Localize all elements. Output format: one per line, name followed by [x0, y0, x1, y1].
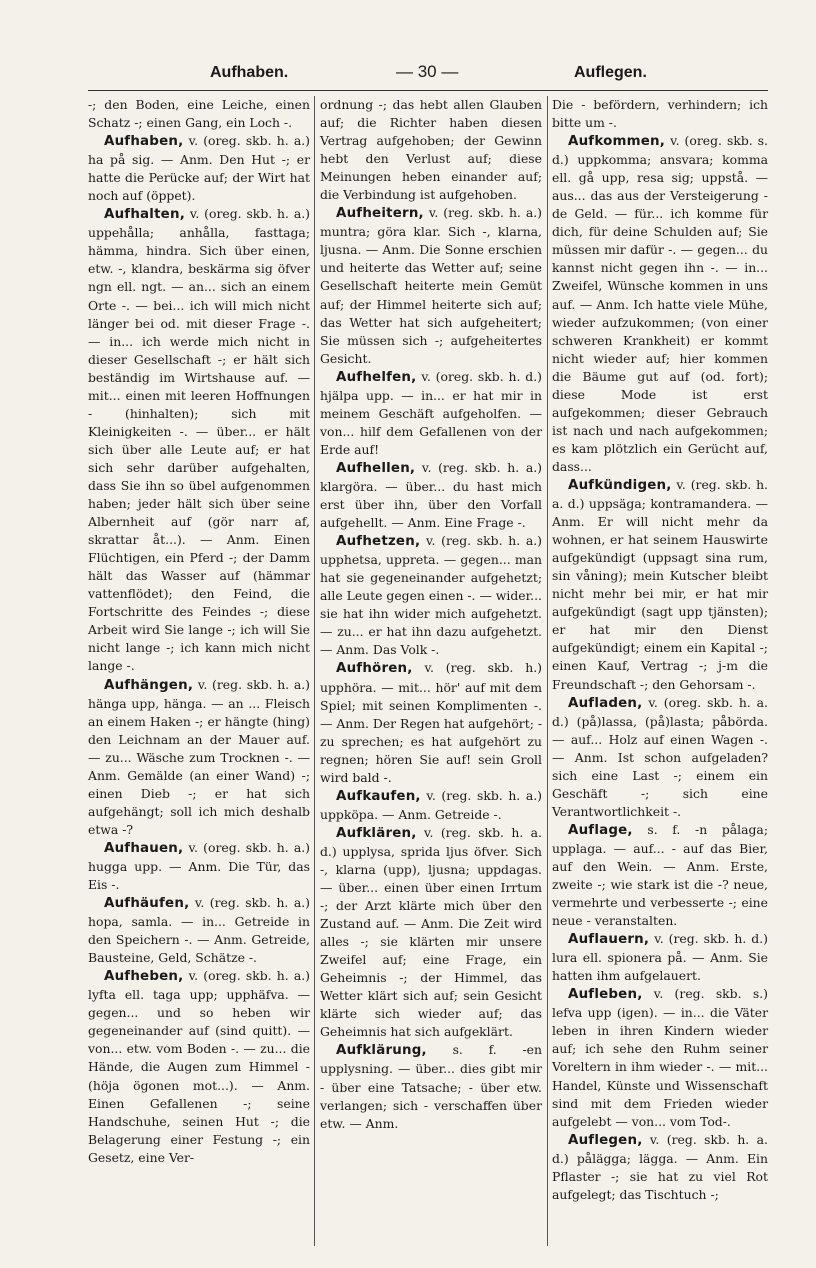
entry-headword: Auflegen, — [568, 1132, 643, 1148]
dictionary-entry — [88, 132, 310, 205]
dictionary-entry — [552, 930, 768, 985]
entry-text: v. (reg. skb. h. a.) upphetsa, uppreta. — gegen... man hat sie gegeneinander aufgehetzt; alle Leute gegen einen -. — wider... sie hat ihn wider mich aufgehetzt. — zu... er hat ihn dazu aufgehetzt. — Anm. Das Volk -. — [320, 533, 542, 658]
entry-text: s. f. -n pålaga; upplaga. — auf... - auf das Bier, auf den Wein. — Anm. Erste, zweite -; wie stark ist die -? neue, vermehrte und verbesserte -; eine neue - veranstalten. — [552, 821, 768, 929]
entry-text: v. (oreg. skb. h. d.) hjälpa upp. — in... er hat mir in meinem Geschäft aufgeholfen. — von... hilf dem Gefallenen von der Erde auf! — [320, 368, 542, 457]
entry-headword: Aufhängen, — [104, 677, 194, 693]
entry-text: v. (reg. skb. h. a. d.) pålägga; lägga. — Anm. Ein Pflaster -; sie hat zu viel Rot aufgelegt; das Tischtuch -; — [552, 1131, 768, 1202]
entry-headword: Aufhalten, — [104, 207, 185, 223]
entry-text: v. (oreg. skb. h. a.) uppehålla; anhålla, fasttaga; hämma, hindra. Sich über einen, etw. -, klandra, beskärma sig öfver ngn ell. ngt. — an... sich an einem Orte -. — bei... ich will mich nicht länger bei od. mit dieser Frage -. — in... ich werde mich nicht in dieser Gesellschaft -; er hält sich beständig im Wirtshause auf. — mit... einen mit leeren Hoffnungen - (hinhalten); sich mit Kleinigkeiten -. — über... er hält sich über alle Leute auf; er hat sich sehr darüber aufgehalten, dass Sie ihn so übel aufgenommen haben; jeder hält sich über seine Albernheit auf (gör narr af, skrattar åt...). — Anm. Einen Flüchtigen, ein Pferd -; der Damm hält das Wasser auf (hämmar vattenflödet); den Feind, die Fortschritte des Feindes -; diese Arbeit wird Sie lange -; ich will Sie nicht lange -; ich kann mich nicht lange -. — [88, 206, 310, 674]
entry-text: v. (reg. skb. h. a. d.) upplysa, sprida ljus öfver. Sich -, klarna (upp), ljusna; uppdagas. — über... einen über einen Irrtum -; der Arzt klärte mich über den Zustand auf. — Anm. Die Zeit wird alles -; sie klärten mir unsere Zweifel auf; eine Frage, ein Geheimnis -; der Himmel, das Wetter klärt sich auf; sein Gesicht klärte sich wieder auf; das Geheimnis hat sich aufgeklärt. — [320, 824, 542, 1040]
dictionary-entry — [552, 694, 768, 821]
dictionary-entry — [320, 532, 542, 659]
page-number: — 30 — — [396, 62, 459, 81]
entry-headword: Aufklärung, — [336, 1043, 427, 1059]
entry-text: v. (oreg. skb. h. a. d.) (på)lassa, (på)lasta; påbörda. — auf... Holz auf einen Wagen -. — Anm. Ist schon aufgeladen? sich eine Last -; einem ein Geschäft -; sich eine Verantwortlichkeit -. — [552, 694, 768, 819]
dictionary-entry — [552, 1131, 768, 1204]
entry-text: ordnung -; das hebt allen Glauben auf; die Richter haben diesen Vertrag aufgehoben; der Gewinn hebt den Verlust auf; diese Meinungen heben einander auf; die Verbindung ist aufgehoben. — [320, 97, 542, 203]
entry-text: v. (reg. skb. h. a.) klargöra. — über... du hast mich erst über ihn, über den Vorfall aufgehellt. — Anm. Eine Frage -. — [320, 459, 542, 531]
entry-continuation — [88, 96, 310, 132]
entry-headword: Aufhetzen, — [336, 534, 421, 550]
dictionary-entry — [552, 476, 768, 694]
entry-text: v. (reg. skb. s.) lefva upp (igen). — in... die Väter leben in ihren Kindern wieder auf; ich sehe den Ruhm seiner Voreltern in ihm wieder -. — mit... Handel, Künste und Wissenschaft sind mit dem Frieden wieder aufgelebt — von... vom Tod-. — [552, 986, 768, 1129]
entry-headword: Aufhelfen, — [336, 369, 417, 385]
entry-text: v. (reg. skb. h. a. d.) uppsäga; kontramandera. — Anm. Er will nicht mehr da wohnen, er hat seinem Hauswirte aufgekündigt (uppsagt sina rum, sin våning); mein Kutscher bleibt nicht mehr bei mir, er hat mir aufgekündigt (sagt upp tjänsten); er hat mir den Dienst aufgekündigt; einem ein Kapital -; einen Kauf, Vertrag -; j-m die Freundschaft -; den Gehorsam -. — [552, 476, 768, 692]
entry-headword: Aufhellen, — [336, 460, 416, 476]
dictionary-entry — [88, 894, 310, 967]
entry-continuation — [320, 96, 542, 204]
entry-text: v. (reg. skb. h.) upphöra. — mit... hör' auf mit dem Spiel; mit seinen Komplimenten -. — Anm. Der Regen hat aufgehört; - zu sprechen; es hat aufgehört zu regnen; hören Sie auf! sein Groll wird bald -. — [320, 660, 543, 785]
entry-text: Die - befördern, verhindern; ich bitte um -. — [552, 97, 768, 131]
entry-text: v. (reg. skb. h. a.) hänga upp, hänga. — an ... Fleisch an einem Haken -; er hängte (hing) den Leichnam an der Mauer auf. — zu... Wäsche zum Trocknen -. — Anm. Gemälde (an einer Wand) -; einen Dieb -; er hat sich aufgehängt; soll ich mich deshalb etwa -? — [88, 676, 310, 837]
dictionary-entry — [552, 985, 768, 1130]
entry-text: v. (reg. skb. h. a.) hopa, samla. — in... Getreide in den Speichern -. — Anm. Getreide, Bausteine, Geld, Schätze -. — [88, 895, 310, 966]
dictionary-entry — [88, 839, 310, 894]
entry-headword: Aufhäufen, — [104, 896, 190, 912]
dictionary-entry — [320, 659, 542, 786]
dictionary-entry — [320, 368, 542, 459]
dictionary-entry — [320, 459, 542, 532]
column-divider — [547, 96, 548, 1246]
entry-continuation — [552, 96, 768, 132]
dictionary-entry — [320, 204, 542, 367]
entry-headword: Aufkaufen, — [336, 788, 421, 804]
entry-text: v. (oreg. skb. h. a.) ha på sig. — Anm. Den Hut -; er hatte die Perücke auf; der Wirt hat noch auf (öppet). — [88, 133, 310, 204]
dictionary-entry — [552, 132, 768, 476]
entry-text: s. f. -en upplysning. — über... dies gibt mir - über eine Tatsache; - über etw. verlangen; sich - verschaffen über etw. — Anm. — [320, 1042, 542, 1131]
column-1 — [88, 96, 310, 1167]
dictionary-entry — [88, 967, 310, 1167]
entry-headword: Aufleben, — [568, 987, 643, 1003]
entry-headword: Aufheitern, — [336, 206, 424, 222]
entry-headword: Aufhaben, — [104, 134, 184, 150]
entry-headword: Aufklären, — [336, 825, 417, 841]
entry-headword: Auflauern, — [568, 932, 650, 948]
column-2 — [320, 96, 542, 1133]
column-3 — [552, 96, 768, 1204]
page-header — [200, 60, 670, 86]
column-divider — [314, 96, 315, 1246]
entry-text: v. (oreg. skb. h. a.) lyfta ell. taga upp; upphäfva. — gegen... und so heben wir gegeneinander auf (sind quitt). — von... etw. vom Boden -. — zu... die Hände, die Augen zum Himmel - (höja ögonen mot...). — Anm. Einen Gefallenen -; seine Handschuhe, seinen Hut -; die Belagerung einer Festung -; ein Gesetz, eine Ver- — [88, 968, 310, 1165]
entry-text: v. (reg. skb. h. d.) lura ell. spionera på. — Anm. Sie hatten ihm aufgelauert. — [552, 931, 768, 984]
dictionary-entry — [552, 821, 768, 930]
dictionary-entry — [320, 787, 542, 824]
dictionary-entry — [320, 1041, 542, 1132]
entry-text: v. (oreg. skb. s. d.) uppkomma; ansvara; komma ell. gå upp, resa sig; uppstå. — aus... das aus der Versteigerung -de Geld. — für... ich komme für dich, für deine Schulden auf; Sie müssen mir dafür -. — gegen... du kannst nicht gegen ihn -. — in... Zweifel, Wünsche kommen in uns auf. — Anm. Ich hatte viele Mühe, wieder aufzukommen; (von einer schweren Krankheit) er kommt nicht wieder auf; hier kommen die Bäume gut auf (od. fort); diese Mode ist erst aufgekommen; dieser Gebrauch ist nach und nach aufgekommen; es kam plötzlich ein Gerücht auf, dass... — [552, 133, 768, 474]
entry-headword: Aufhören, — [336, 661, 413, 677]
entry-headword: Aufkommen, — [568, 134, 666, 150]
entry-headword: Aufhauen, — [104, 840, 184, 856]
header-last-word: Auflegen. — [574, 64, 647, 81]
entry-text: v. (oreg. skb. h. a.) hugga upp. — Anm. Die Tür, das Eis -. — [88, 839, 310, 893]
header-first-word: Aufhaben. — [210, 64, 289, 81]
entry-headword: Aufladen, — [568, 695, 643, 711]
entry-text: v. (reg. skb. h. a.) muntra; göra klar. Sich -, klarna, ljusna. — Anm. Die Sonne erschien und heiterte das Wetter auf; seine Gesellschaft heiterte mein Gemüt auf; der Himmel heiterte sich auf; das Wetter hat sich aufgeheitert; Sie müssen sich -; aufgeheitertes Gesicht. — [320, 205, 542, 366]
entry-text: -; den Boden, eine Leiche, einen Schatz -; einen Gang, ein Loch -. — [88, 97, 310, 131]
entry-text: v. (reg. skb. h. a.) uppköpa. — Anm. Getreide -. — [320, 787, 542, 822]
dictionary-entry — [88, 205, 310, 675]
entry-headword: Auflage, — [568, 822, 633, 838]
entry-headword: Aufheben, — [104, 969, 184, 985]
header-rule — [88, 90, 768, 91]
dictionary-entry — [320, 824, 542, 1042]
entry-headword: Aufkündigen, — [568, 477, 672, 493]
dictionary-entry — [88, 676, 310, 839]
